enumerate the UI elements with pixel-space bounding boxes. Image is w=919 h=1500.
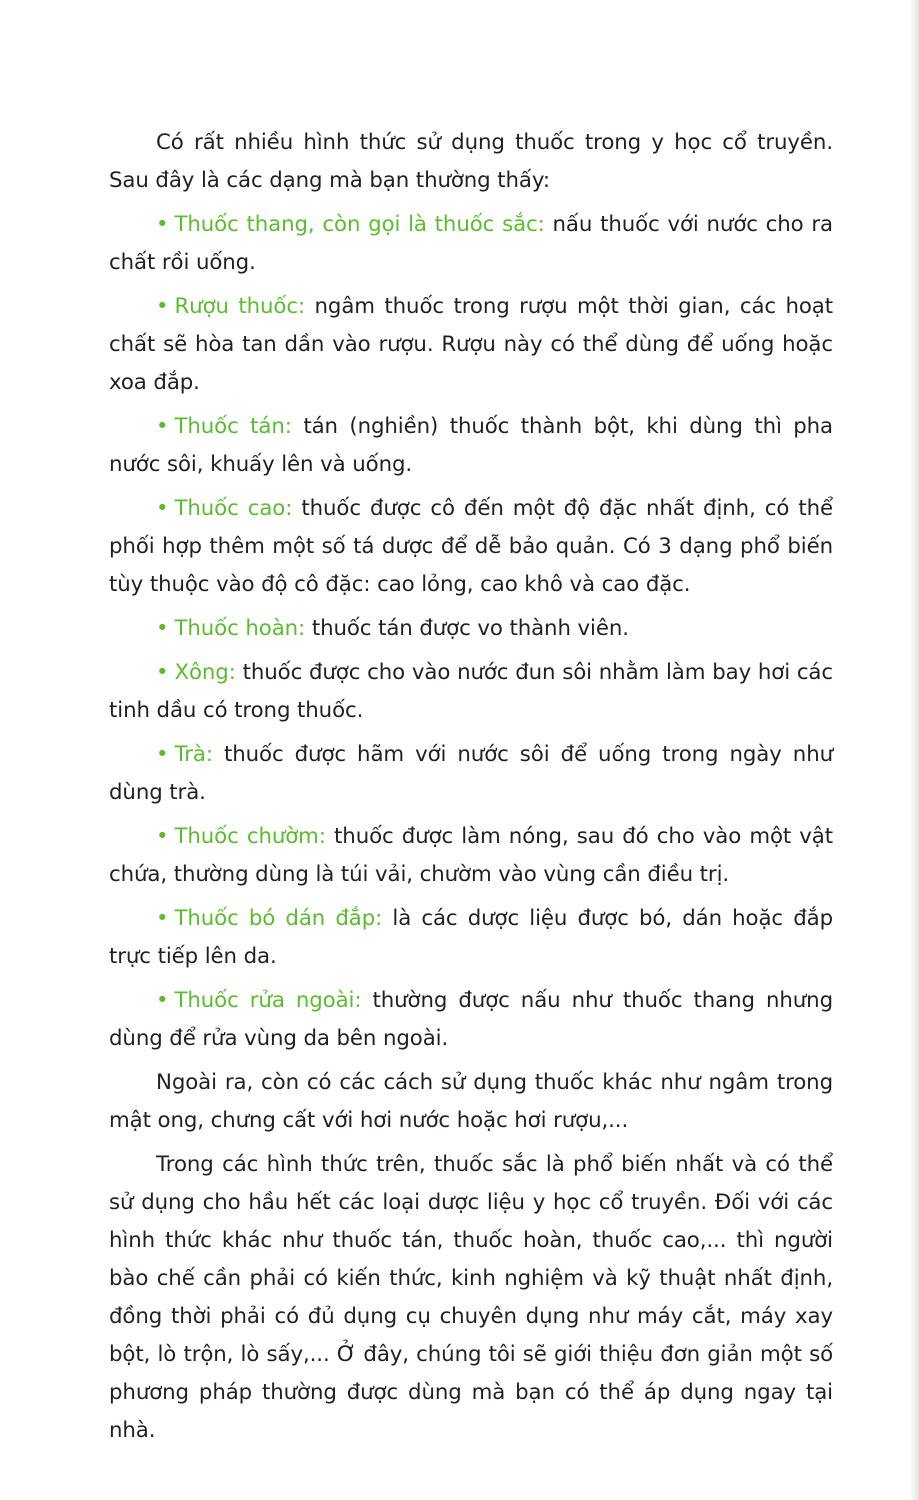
list-item [109,408,833,484]
item-term: Thuốc cao: [174,496,293,521]
bullet-icon: • [156,496,169,521]
bullet-icon: • [156,414,169,439]
item-term: Trà: [174,742,213,767]
bullet-icon: • [156,212,169,237]
bullet-icon: • [156,824,169,849]
bullet-icon: • [156,742,169,767]
item-desc: nấu thuốc với nước cho ra chất rồi uống. [109,212,834,275]
item-term: Thuốc thang, còn gọi là thuốc sắc: [174,212,545,237]
item-term: Xông: [174,660,236,685]
item-term: Thuốc hoàn: [174,616,306,641]
list-item [109,982,833,1058]
closing-paragraph: Trong các hình thức trên, thuốc sắc là phổ biến nhất và có thể sử dụng cho hầu hết các loại dược liệu y học cổ truyền. Đối với các hình thức khác như thuốc tán, thuốc hoàn, thuốc cao,... thì người bào chế cần phải có kiến thức, kinh nghiệm và kỹ thuật nhất định, đồng thời phải có đủ dụng cụ chuyên dụng như máy cắt, máy xay bột, lò trộn, lò sấy,... Ở đây, chúng tôi sẽ giới thiệu đơn giản một số phương pháp thường được dùng mà bạn có thể áp dụng ngay tại nhà. [109,1152,833,1443]
page-edge [909,0,919,1500]
item-term: Thuốc chườm: [174,824,326,849]
item-term: Thuốc bó dán đắp: [174,906,383,931]
extra-paragraph: Ngoài ra, còn có các cách sử dụng thuốc khác như ngâm trong mật ong, chưng cất với hơi nước hoặc hơi rượu,... [109,1070,833,1133]
list-item [109,288,833,402]
list-item [109,736,833,812]
list-item [109,206,833,282]
list-item [109,610,833,648]
list-item [109,818,833,894]
page-body [109,124,833,1456]
bullet-icon: • [156,906,169,931]
intro-paragraph: Có rất nhiều hình thức sử dụng thuốc trong y học cổ truyền. Sau đây là các dạng mà bạn thường thấy: [109,130,833,193]
item-desc: thuốc được cô đến một độ đặc nhất định, có thể phối hợp thêm một số tá dược để dễ bảo quản. Có 3 dạng phổ biến tùy thuộc vào độ cô đặc: cao lỏng, cao khô và cao đặc. [109,496,833,597]
list-item [109,900,833,976]
bullet-icon: • [156,616,169,641]
item-desc: thuốc tán được vo thành viên. [311,616,629,641]
item-term: Thuốc rửa ngoài: [174,988,362,1013]
item-desc: thuốc được hãm với nước sôi để uống trong ngày như dùng trà. [109,742,834,805]
list-item [109,490,833,604]
bullet-icon: • [156,660,169,685]
item-term: Rượu thuốc: [174,294,306,319]
list-item [109,654,833,730]
item-desc: tán (nghiền) thuốc thành bột, khi dùng thì pha nước sôi, khuấy lên và uống. [109,414,834,477]
item-term: Thuốc tán: [174,414,292,439]
item-desc: thường được nấu như thuốc thang nhưng dùng để rửa vùng da bên ngoài. [109,988,833,1051]
bullet-icon: • [156,988,169,1013]
item-desc: thuốc được làm nóng, sau đó cho vào một vật chứa, thường dùng là túi vải, chườm vào vùng cần điều trị. [109,824,833,887]
item-desc: ngâm thuốc trong rượu một thời gian, các hoạt chất sẽ hòa tan dần vào rượu. Rượu này có thể dùng để uống hoặc xoa đắp. [109,294,834,395]
item-desc: là các dược liệu được bó, dán hoặc đắp trực tiếp lên da. [109,906,834,969]
item-desc: thuốc được cho vào nước đun sôi nhằm làm bay hơi các tinh dầu có trong thuốc. [109,660,833,723]
bullet-icon: • [156,294,169,319]
